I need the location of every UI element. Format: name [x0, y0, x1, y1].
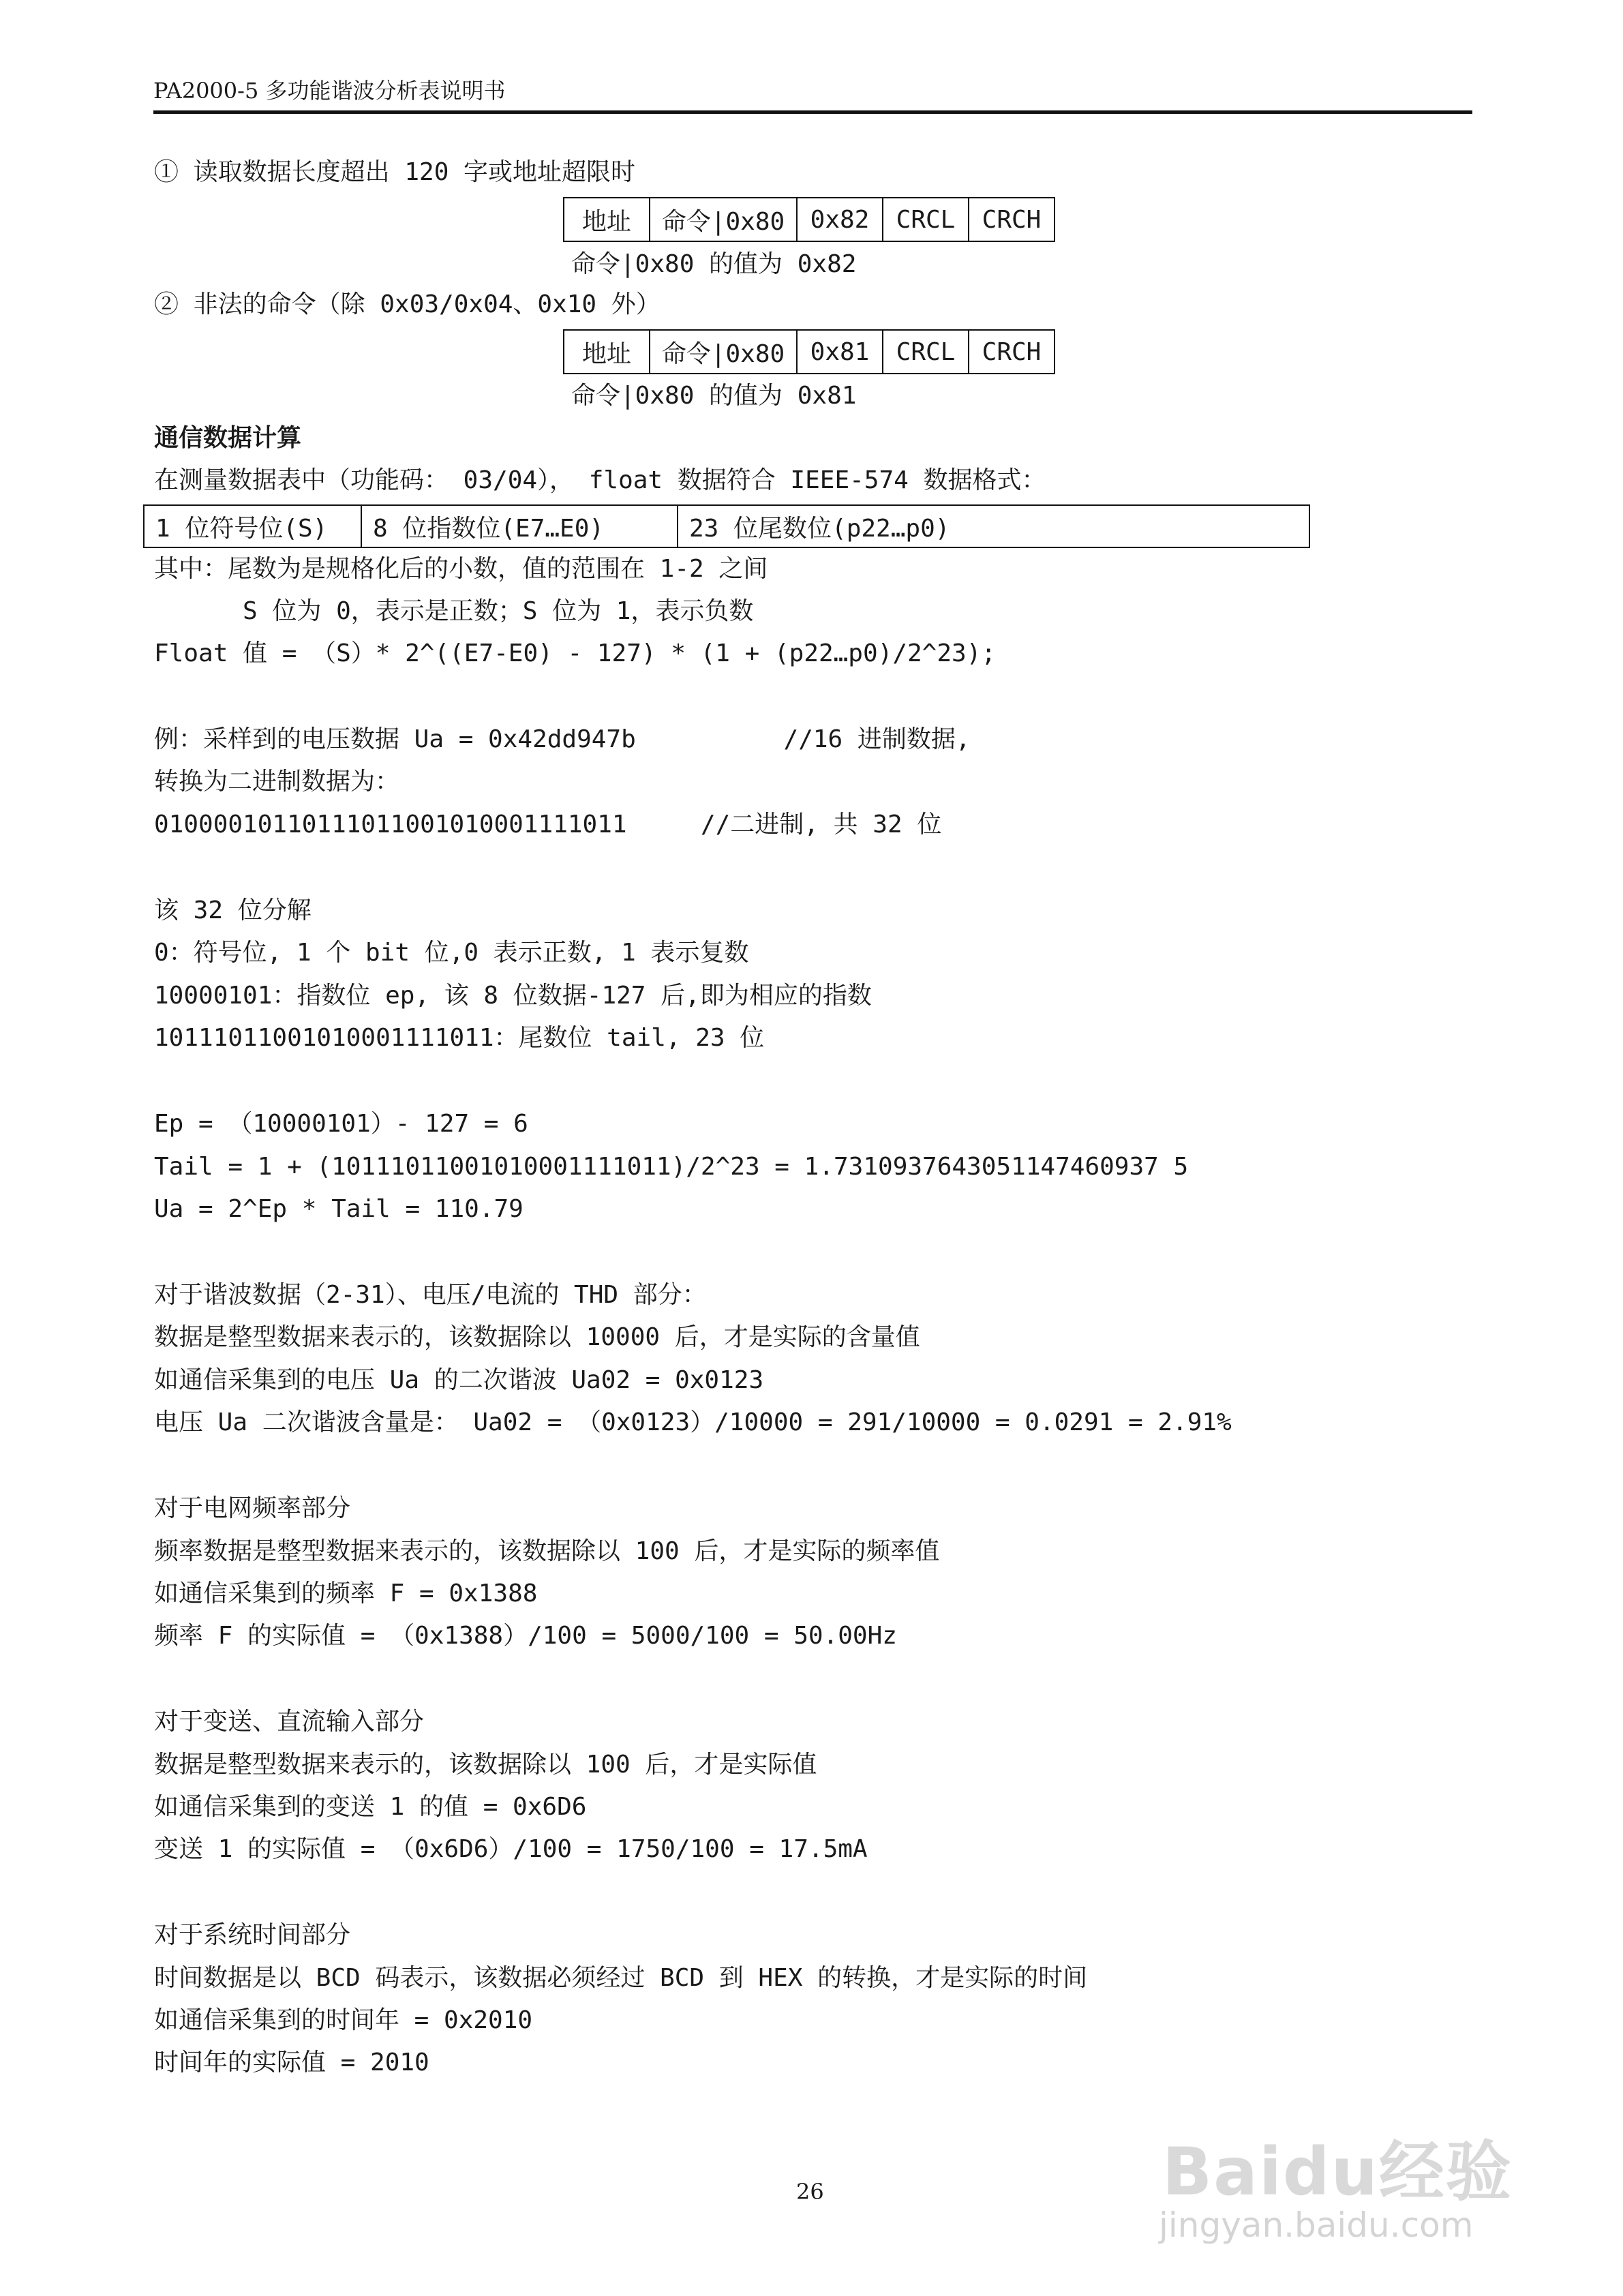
- exception-note-2: 命令|0x80 的值为 0x81: [571, 382, 857, 410]
- example-line-7: 10111011001010001111011：尾数位 tail, 23 位: [154, 1024, 765, 1052]
- exponent-bits-cell: 8 位指数位(E7…E0): [361, 505, 678, 547]
- header-divider: [153, 110, 1472, 114]
- exception-note-1: 命令|0x80 的值为 0x82: [571, 250, 857, 278]
- harmonic-line-2: 数据是整型数据来表示的，该数据除以 10000 后，才是实际的含量值: [154, 1323, 920, 1351]
- exception-item-1: ① 读取数据长度超出 120 字或地址超限时: [154, 158, 636, 186]
- cell-command: 命令|0x80: [650, 330, 797, 374]
- frequency-line-4: 频率 F 的实际值 = （0x1388）/100 = 5000/100 = 50.00Hz: [154, 1622, 897, 1650]
- harmonic-line-3: 如通信采集到的电压 Ua 的二次谐波 Ua02 = 0x0123: [154, 1366, 764, 1394]
- calc-line-3: Float 值 = （S）* 2^((E7-E0) - 127) * (1 + (p22…p0)/2^23);: [154, 639, 997, 667]
- harmonic-line-1: 对于谐波数据（2-31）、电压/电流的 THD 部分：: [154, 1281, 707, 1309]
- transmit-line-1: 对于变送、直流输入部分: [154, 1708, 425, 1736]
- watermark-url: jingyan.baidu.com: [1159, 2205, 1474, 2245]
- frequency-line-1: 对于电网频率部分: [154, 1494, 351, 1522]
- example-line-2: 转换为二进制数据为：: [154, 768, 400, 796]
- cell-crch: CRCH: [969, 330, 1055, 374]
- example-line-10: Ua = 2^Ep * Tail = 110.79: [154, 1195, 524, 1223]
- float-format-table: [143, 504, 1310, 548]
- cell-command: 命令|0x80: [650, 198, 797, 241]
- systime-line-3: 如通信采集到的时间年 = 0x2010: [154, 2006, 533, 2034]
- calc-line-2: S 位为 0，表示是正数；S 位为 1，表示负数: [154, 597, 754, 625]
- sign-bit-cell: 1 位符号位(S): [144, 505, 361, 547]
- example-line-4: 该 32 位分解: [154, 896, 312, 924]
- transmit-line-2: 数据是整型数据来表示的，该数据除以 100 后，才是实际值: [154, 1751, 817, 1779]
- cell-crch: CRCH: [969, 198, 1055, 241]
- transmit-line-3: 如通信采集到的变送 1 的值 = 0x6D6: [154, 1793, 587, 1821]
- example-line-1: 例：采样到的电压数据 Ua = 0x42dd947b //16 进制数据,: [154, 725, 971, 753]
- page-number: 26: [796, 2179, 824, 2205]
- cell-address: 地址: [564, 330, 650, 374]
- section-heading-calc: 通信数据计算: [154, 424, 302, 452]
- frequency-line-3: 如通信采集到的频率 F = 0x1388: [154, 1580, 538, 1607]
- example-line-9: Tail = 1 + (10111011001010001111011)/2^23 = 1.7310937643051147460937 5: [154, 1153, 1189, 1181]
- calc-intro: 在测量数据表中（功能码： 03/04）， float 数据符合 IEEE-574 数据格式：: [154, 466, 1046, 494]
- cell-code: 0x82: [797, 198, 883, 241]
- mantissa-bits-cell: 23 位尾数位(p22…p0): [678, 505, 1309, 547]
- harmonic-line-4: 电压 Ua 二次谐波含量是： Ua02 = （0x0123）/10000 = 291/10000 = 0.0291 = 2.91%: [154, 1408, 1232, 1436]
- cell-crcl: CRCL: [883, 198, 969, 241]
- cell-crcl: CRCL: [883, 330, 969, 374]
- page-header-title: PA2000-5 多功能谐波分析表说明书: [153, 78, 506, 104]
- cell-address: 地址: [564, 198, 650, 241]
- example-line-3: 01000010110111011001010001111011 //二进制, 共 32 位: [154, 811, 942, 839]
- systime-line-4: 时间年的实际值 = 2010: [154, 2049, 429, 2076]
- cell-code: 0x81: [797, 330, 883, 374]
- example-line-5: 0：符号位, 1 个 bit 位,0 表示正数, 1 表示复数: [154, 939, 749, 967]
- baidu-jingyan-watermark-logo: Baidu经验: [1162, 2134, 1513, 2210]
- example-line-8: Ep = （10000101）- 127 = 6: [154, 1110, 528, 1138]
- systime-line-2: 时间数据是以 BCD 码表示，该数据必须经过 BCD 到 HEX 的转换，才是实际的时间: [154, 1964, 1088, 1992]
- exception-table-1: [563, 197, 1055, 242]
- example-line-6: 10000101：指数位 ep, 该 8 位数据-127 后,即为相应的指数: [154, 982, 872, 1010]
- systime-line-1: 对于系统时间部分: [154, 1921, 351, 1949]
- exception-item-2: ② 非法的命令（除 0x03/0x04、0x10 外）: [154, 290, 661, 318]
- transmit-line-4: 变送 1 的实际值 = （0x6D6）/100 = 1750/100 = 17.5mA: [154, 1835, 868, 1863]
- calc-line-1: 其中：尾数为是规格化后的小数，值的范围在 1-2 之间: [154, 555, 768, 583]
- frequency-line-2: 频率数据是整型数据来表示的，该数据除以 100 后，才是实际的频率值: [154, 1537, 940, 1565]
- exception-table-2: [563, 329, 1055, 374]
